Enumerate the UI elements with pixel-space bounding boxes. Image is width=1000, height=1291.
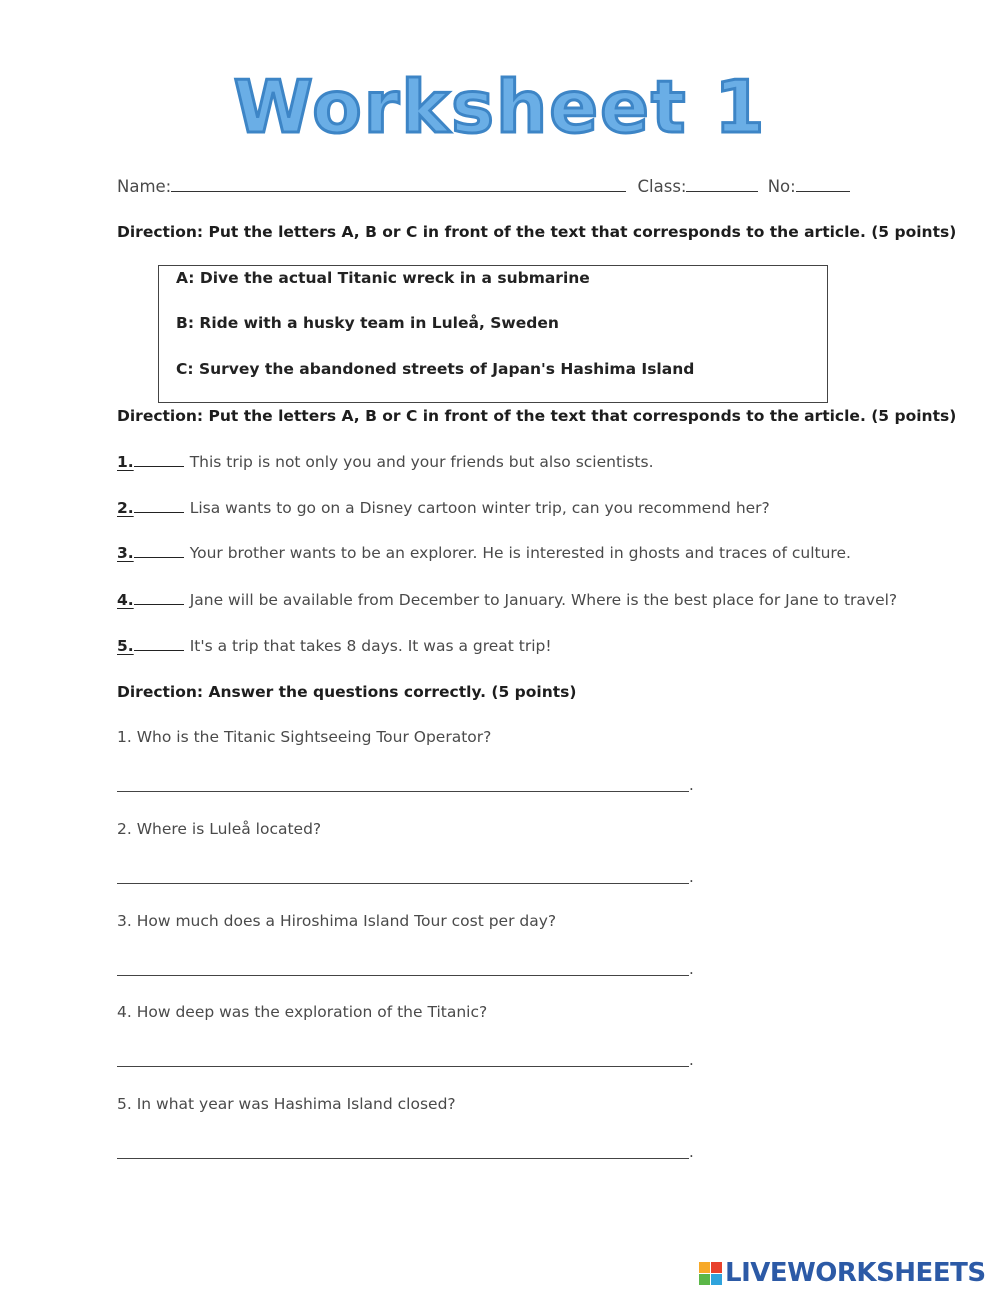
matching-number: 4. bbox=[117, 591, 134, 609]
question-2: 2. Where is Luleå located? bbox=[117, 820, 322, 838]
answer-period: . bbox=[689, 960, 694, 978]
matching-number: 2. bbox=[117, 499, 134, 517]
matching-text: Your brother wants to be an explorer. He is interested in ghosts and traces of culture. bbox=[189, 544, 851, 562]
answer-field-1[interactable] bbox=[117, 791, 689, 792]
page-title: Worksheet 1 bbox=[233, 65, 767, 149]
name-field[interactable] bbox=[171, 175, 626, 192]
answer-field-4[interactable] bbox=[117, 1066, 689, 1067]
logo-block bbox=[699, 1274, 710, 1285]
logo-block bbox=[711, 1262, 722, 1273]
class-field[interactable] bbox=[686, 175, 758, 192]
option-c: C: Survey the abandoned streets of Japan's Hashima Island bbox=[176, 360, 695, 378]
logo-blocks-icon bbox=[699, 1262, 722, 1285]
question-1: 1. Who is the Titanic Sightseeing Tour Operator? bbox=[117, 728, 492, 746]
matching-answer-blank[interactable] bbox=[134, 589, 184, 605]
matching-number: 5. bbox=[117, 637, 134, 655]
question-3: 3. How much does a Hiroshima Island Tour cost per day? bbox=[117, 912, 557, 930]
name-label: Name: bbox=[117, 177, 172, 196]
answer-period: . bbox=[689, 868, 694, 886]
matching-answer-blank[interactable] bbox=[134, 497, 184, 513]
matching-text: Jane will be available from December to January. Where is the best place for Jane to travel? bbox=[189, 591, 898, 609]
matching-item bbox=[117, 635, 552, 657]
matching-text: It's a trip that takes 8 days. It was a great trip! bbox=[189, 637, 552, 655]
question-5: 5. In what year was Hashima Island closed? bbox=[117, 1095, 456, 1113]
direction-1: Direction: Put the letters A, B or C in front of the text that corresponds to the article. (5 points) bbox=[117, 223, 957, 241]
matching-text: This trip is not only you and your friends but also scientists. bbox=[189, 453, 654, 471]
matching-number: 3. bbox=[117, 544, 134, 562]
options-box bbox=[158, 265, 828, 403]
no-label: No: bbox=[767, 177, 796, 196]
matching-text: Lisa wants to go on a Disney cartoon winter trip, can you recommend her? bbox=[189, 499, 770, 517]
logo-block bbox=[699, 1262, 710, 1273]
logo-block bbox=[711, 1274, 722, 1285]
header-row bbox=[117, 175, 852, 198]
matching-answer-blank[interactable] bbox=[134, 451, 184, 467]
matching-item bbox=[117, 542, 851, 564]
class-label: Class: bbox=[637, 177, 687, 196]
option-a: A: Dive the actual Titanic wreck in a submarine bbox=[176, 269, 590, 287]
matching-answer-blank[interactable] bbox=[134, 635, 184, 651]
option-b: B: Ride with a husky team in Luleå, Sweden bbox=[176, 314, 559, 332]
matching-item bbox=[117, 497, 770, 519]
matching-number: 1. bbox=[117, 453, 134, 471]
answer-period: . bbox=[689, 1051, 694, 1069]
matching-answer-blank[interactable] bbox=[134, 542, 184, 558]
logo-text: LIVEWORKSHEETS bbox=[725, 1258, 986, 1288]
matching-item bbox=[117, 589, 897, 611]
matching-item bbox=[117, 451, 654, 473]
no-field[interactable] bbox=[796, 175, 850, 192]
answer-period: . bbox=[689, 1143, 694, 1161]
answer-field-2[interactable] bbox=[117, 883, 689, 884]
direction-2: Direction: Put the letters A, B or C in front of the text that corresponds to the article. (5 points) bbox=[117, 407, 957, 425]
answer-period: . bbox=[689, 776, 694, 794]
liveworksheets-logo bbox=[699, 1258, 986, 1288]
direction-3: Direction: Answer the questions correctly. (5 points) bbox=[117, 683, 577, 701]
answer-field-3[interactable] bbox=[117, 975, 689, 976]
question-4: 4. How deep was the exploration of the Titanic? bbox=[117, 1003, 488, 1021]
answer-field-5[interactable] bbox=[117, 1158, 689, 1159]
